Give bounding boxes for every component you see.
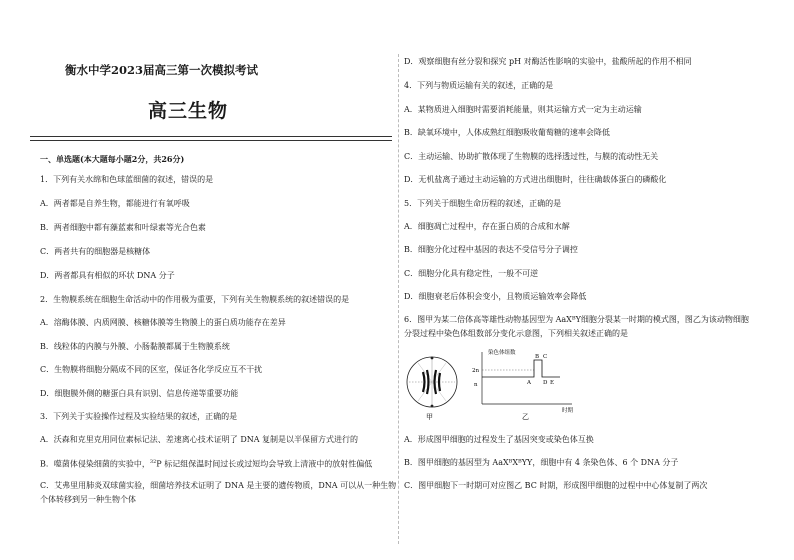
q2-option-a: A．溶酶体膜、内质网膜、核糖体膜等生物膜上的蛋白质功能存在差异 (40, 318, 286, 327)
point-a: A (527, 380, 531, 386)
q3-option-c-line2: 个体转移到另一种生物个体 (40, 495, 136, 504)
x-axis-label: 时期 (562, 408, 574, 414)
q5-option-c: C．细胞分化具有稳定性，一般不可逆 (404, 269, 539, 278)
q3-option-b-sup: 32 (149, 459, 157, 465)
point-b: B (535, 354, 540, 360)
q3-option-d: D．观察细胞有丝分裂和探究 pH 对酶活性影响的实验中，盐酸所起的作用不相同 (404, 57, 692, 66)
q5-option-a: A．细胞凋亡过程中，存在蛋白质的合成和水解 (404, 222, 570, 231)
label-jia: 甲 (426, 413, 433, 421)
chromosome-3 (435, 370, 437, 394)
q6-option-a: A．形成图甲细胞的过程发生了基因突变或染色体互换 (404, 435, 594, 444)
header-rule-bottom (30, 140, 392, 141)
q2-option-c: C．生物膜将细胞分隔成不同的区室，保证各化学反应互不干扰 (40, 365, 263, 374)
q4-option-c: C．主动运输、协助扩散体现了生物膜的选择透过性，与膜的流动性无关 (404, 152, 659, 161)
q1-option-d: D．两者都具有相似的环状 DNA 分子 (40, 271, 175, 280)
q6-figure (404, 346, 594, 428)
q1-stem: 1．下列有关水绵和色球蓝细菌的叙述，错误的是 (40, 175, 214, 184)
q5-option-b: B．细胞分化过程中基因的表达不受信号分子调控 (404, 245, 578, 254)
y-axis-label: 染色体组数 (488, 350, 516, 356)
q4-option-a: A．某物质进入细胞时需要消耗能量，则其运输方式一定为主动运输 (404, 105, 642, 114)
q1-option-c: C．两者共有的细胞器是核糖体 (40, 247, 151, 256)
centrosome-bottom (431, 405, 434, 408)
q6-option-b: B．图甲细胞的基因型为 AaXᴮXᴮYY，细胞中有 4 条染色体、6 个 DNA 分子 (404, 458, 679, 467)
q1-option-b: B．两者细胞中都有藻蓝素和叶绿素等光合色素 (40, 223, 206, 232)
q3-option-b (40, 457, 372, 470)
q3-option-b-pre: B．噬菌体侵染细菌的实验中， (40, 459, 150, 469)
q2-option-d: D．细胞膜外侧的糖蛋白具有识别、信息传递等重要功能 (40, 389, 239, 398)
q6-stem-line2: 分裂过程中染色体组数部分变化示意图，下列相关叙述正确的是 (404, 329, 628, 338)
point-d: D (543, 380, 548, 386)
subject-title: 高三生物 (148, 100, 229, 122)
q3-stem: 3．下列关于实验操作过程及实验结果的叙述，正确的是 (40, 412, 238, 421)
q3-option-a: A．沃森和克里克用同位素标记法、差速离心技术证明了 DNA 复制是以半保留方式进行的 (40, 435, 359, 444)
label-yi: 乙 (522, 413, 529, 421)
chromosome-set-line (482, 360, 560, 377)
q2-option-b: B．线粒体的内膜与外膜、小肠黏膜都属于生物膜系统 (40, 342, 230, 351)
centrosome-top (431, 357, 434, 360)
q4-option-b: B．缺氧环境中，人体成熟红细胞吸收葡萄糖的速率会降低 (404, 128, 610, 137)
graph-yi (472, 348, 574, 421)
header-rule-top (30, 136, 392, 137)
q1-option-a: A．两者都是自养生物，都能进行有氧呼吸 (40, 199, 190, 208)
chromosome-4 (439, 373, 440, 391)
tick-2n: 2n (472, 368, 480, 374)
point-c: C (543, 354, 548, 360)
q2-stem: 2．生物膜系统在细胞生命活动中的作用极为重要，下列有关生物膜系统的叙述错误的是 (40, 295, 350, 304)
column-divider (398, 54, 399, 544)
q5-stem: 5．下列关于细胞生命历程的叙述，正确的是 (404, 199, 562, 208)
point-e: E (550, 380, 555, 386)
exam-title: 衡水中学2023届高三第一次模拟考试 (65, 63, 259, 77)
chromosome-1 (423, 372, 425, 392)
cell-jia (407, 357, 457, 421)
q3-option-c-line1: C．艾弗里用肺炎双球菌实验，细菌培养技术证明了 DNA 是主要的遗传物质，DNA 可以从一种生物 (40, 481, 397, 490)
tick-n: n (474, 382, 478, 388)
q4-stem: 4．下列与物质运输有关的叙述，正确的是 (404, 81, 554, 90)
q6-stem-line1: 6．图甲为某二倍体高等雄性动物基因型为 AaXᴮY细胞分裂某一时期的模式图，图乙为该动物细胞 (404, 315, 749, 324)
q6-option-c: C．图甲细胞下一时期可对应图乙 BC 时期，形成图甲细胞的过程中中心体复制了两次 (404, 481, 708, 490)
q4-option-d: D．无机盐离子通过主动运输的方式进出细胞时，往往确载体蛋白的磷酸化 (404, 175, 667, 184)
q5-option-d: D．细胞衰老后体积会变小，且物质运输效率会降低 (404, 292, 587, 301)
q3-option-b-post: P 标记组保温时间过长或过短均会导致上清液中的放射性偏低 (156, 459, 373, 469)
section-title: 一、单选题(本大题每小题2分，共26分) (40, 154, 185, 164)
